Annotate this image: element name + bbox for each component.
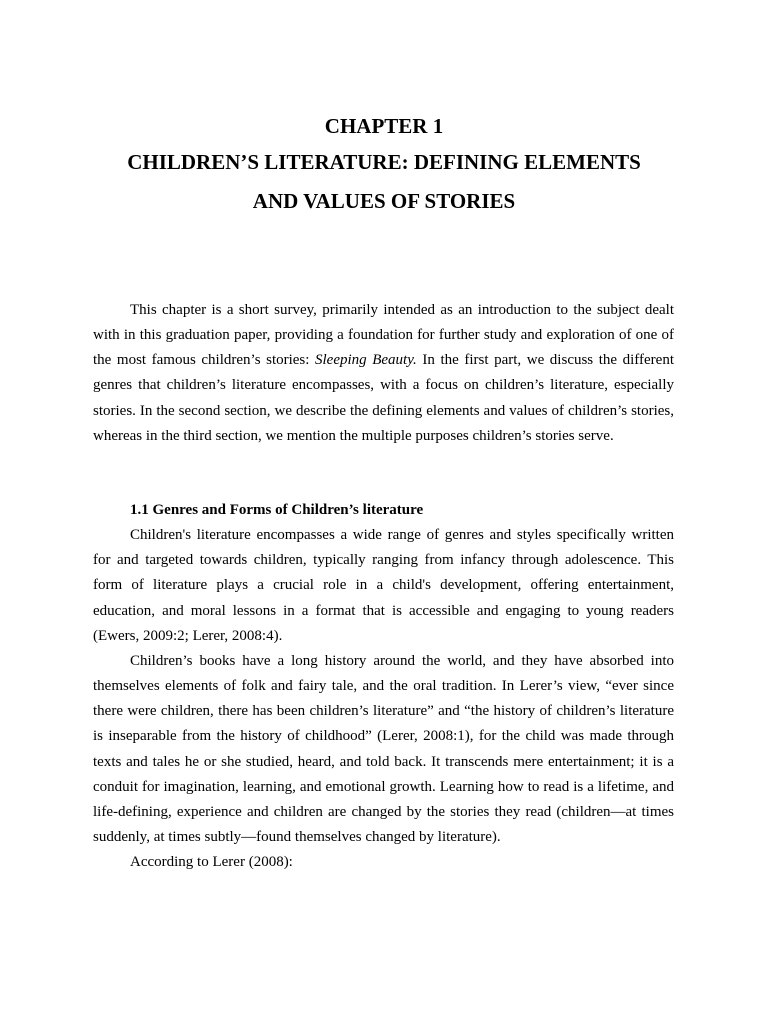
- section-paragraph-2: Children’s books have a long history around the world, and they have absorbed into themselves elements of folk and fairy tale, and the oral tradition. In Lerer’s view, “ever since there were children, there has been children’s literature” and “the history of children’s literature is inseparable from the history of childhood” (Lerer, 2008:1), for the child was made through texts and tales he or she studied, heard, and told back. It transcends mere entertainment; it is a conduit for imagination, learning, and emotional growth. Learning how to read is a lifetime, and life-defining, experience and children are changed by the stories they read (children—at times suddenly, at times subtly—found themselves changed by literature).: [93, 652, 674, 846]
- section-1-1: [93, 498, 674, 875]
- chapter-number: CHAPTER 1: [324, 114, 444, 138]
- intro-section: [93, 298, 674, 449]
- intro-text-before-title: This chapter is a short survey, primarily intended as an introduction to the subject dealt with in this graduation paper, providing a foundation for further study and exploration of one of the most famous children’s stories:: [93, 302, 674, 369]
- chapter-title-line-2: AND VALUES OF STORIES: [252, 189, 516, 213]
- story-title: Sleeping Beauty.: [315, 352, 417, 369]
- intro-text-after-title: In the first part, we discuss the different genres that children’s literature encompasses, with a focus on children’s literature, especially stories. In the second section, we describe the defining elements and values of children’s stories, whereas in the third section, we mention the multiple purposes children’s stories serve.: [93, 352, 674, 444]
- section-paragraph-3: According to Lerer (2008):: [130, 854, 293, 871]
- chapter-title-line-1: CHILDREN’S LITERATURE: DEFINING ELEMENTS: [127, 150, 641, 174]
- section-heading: 1.1 Genres and Forms of Children’s literature: [130, 502, 424, 518]
- section-paragraph-1: Children's literature encompasses a wide range of genres and styles specifically written for and targeted towards children, typically ranging from infancy through adolescence. This form of literature plays a crucial role in a child's development, offering entertainment, education, and moral lessons in a format that is accessible and engaging to young readers (Ewers, 2009:2; Lerer, 2008:4).: [93, 527, 674, 644]
- intro-paragraph: [93, 298, 674, 449]
